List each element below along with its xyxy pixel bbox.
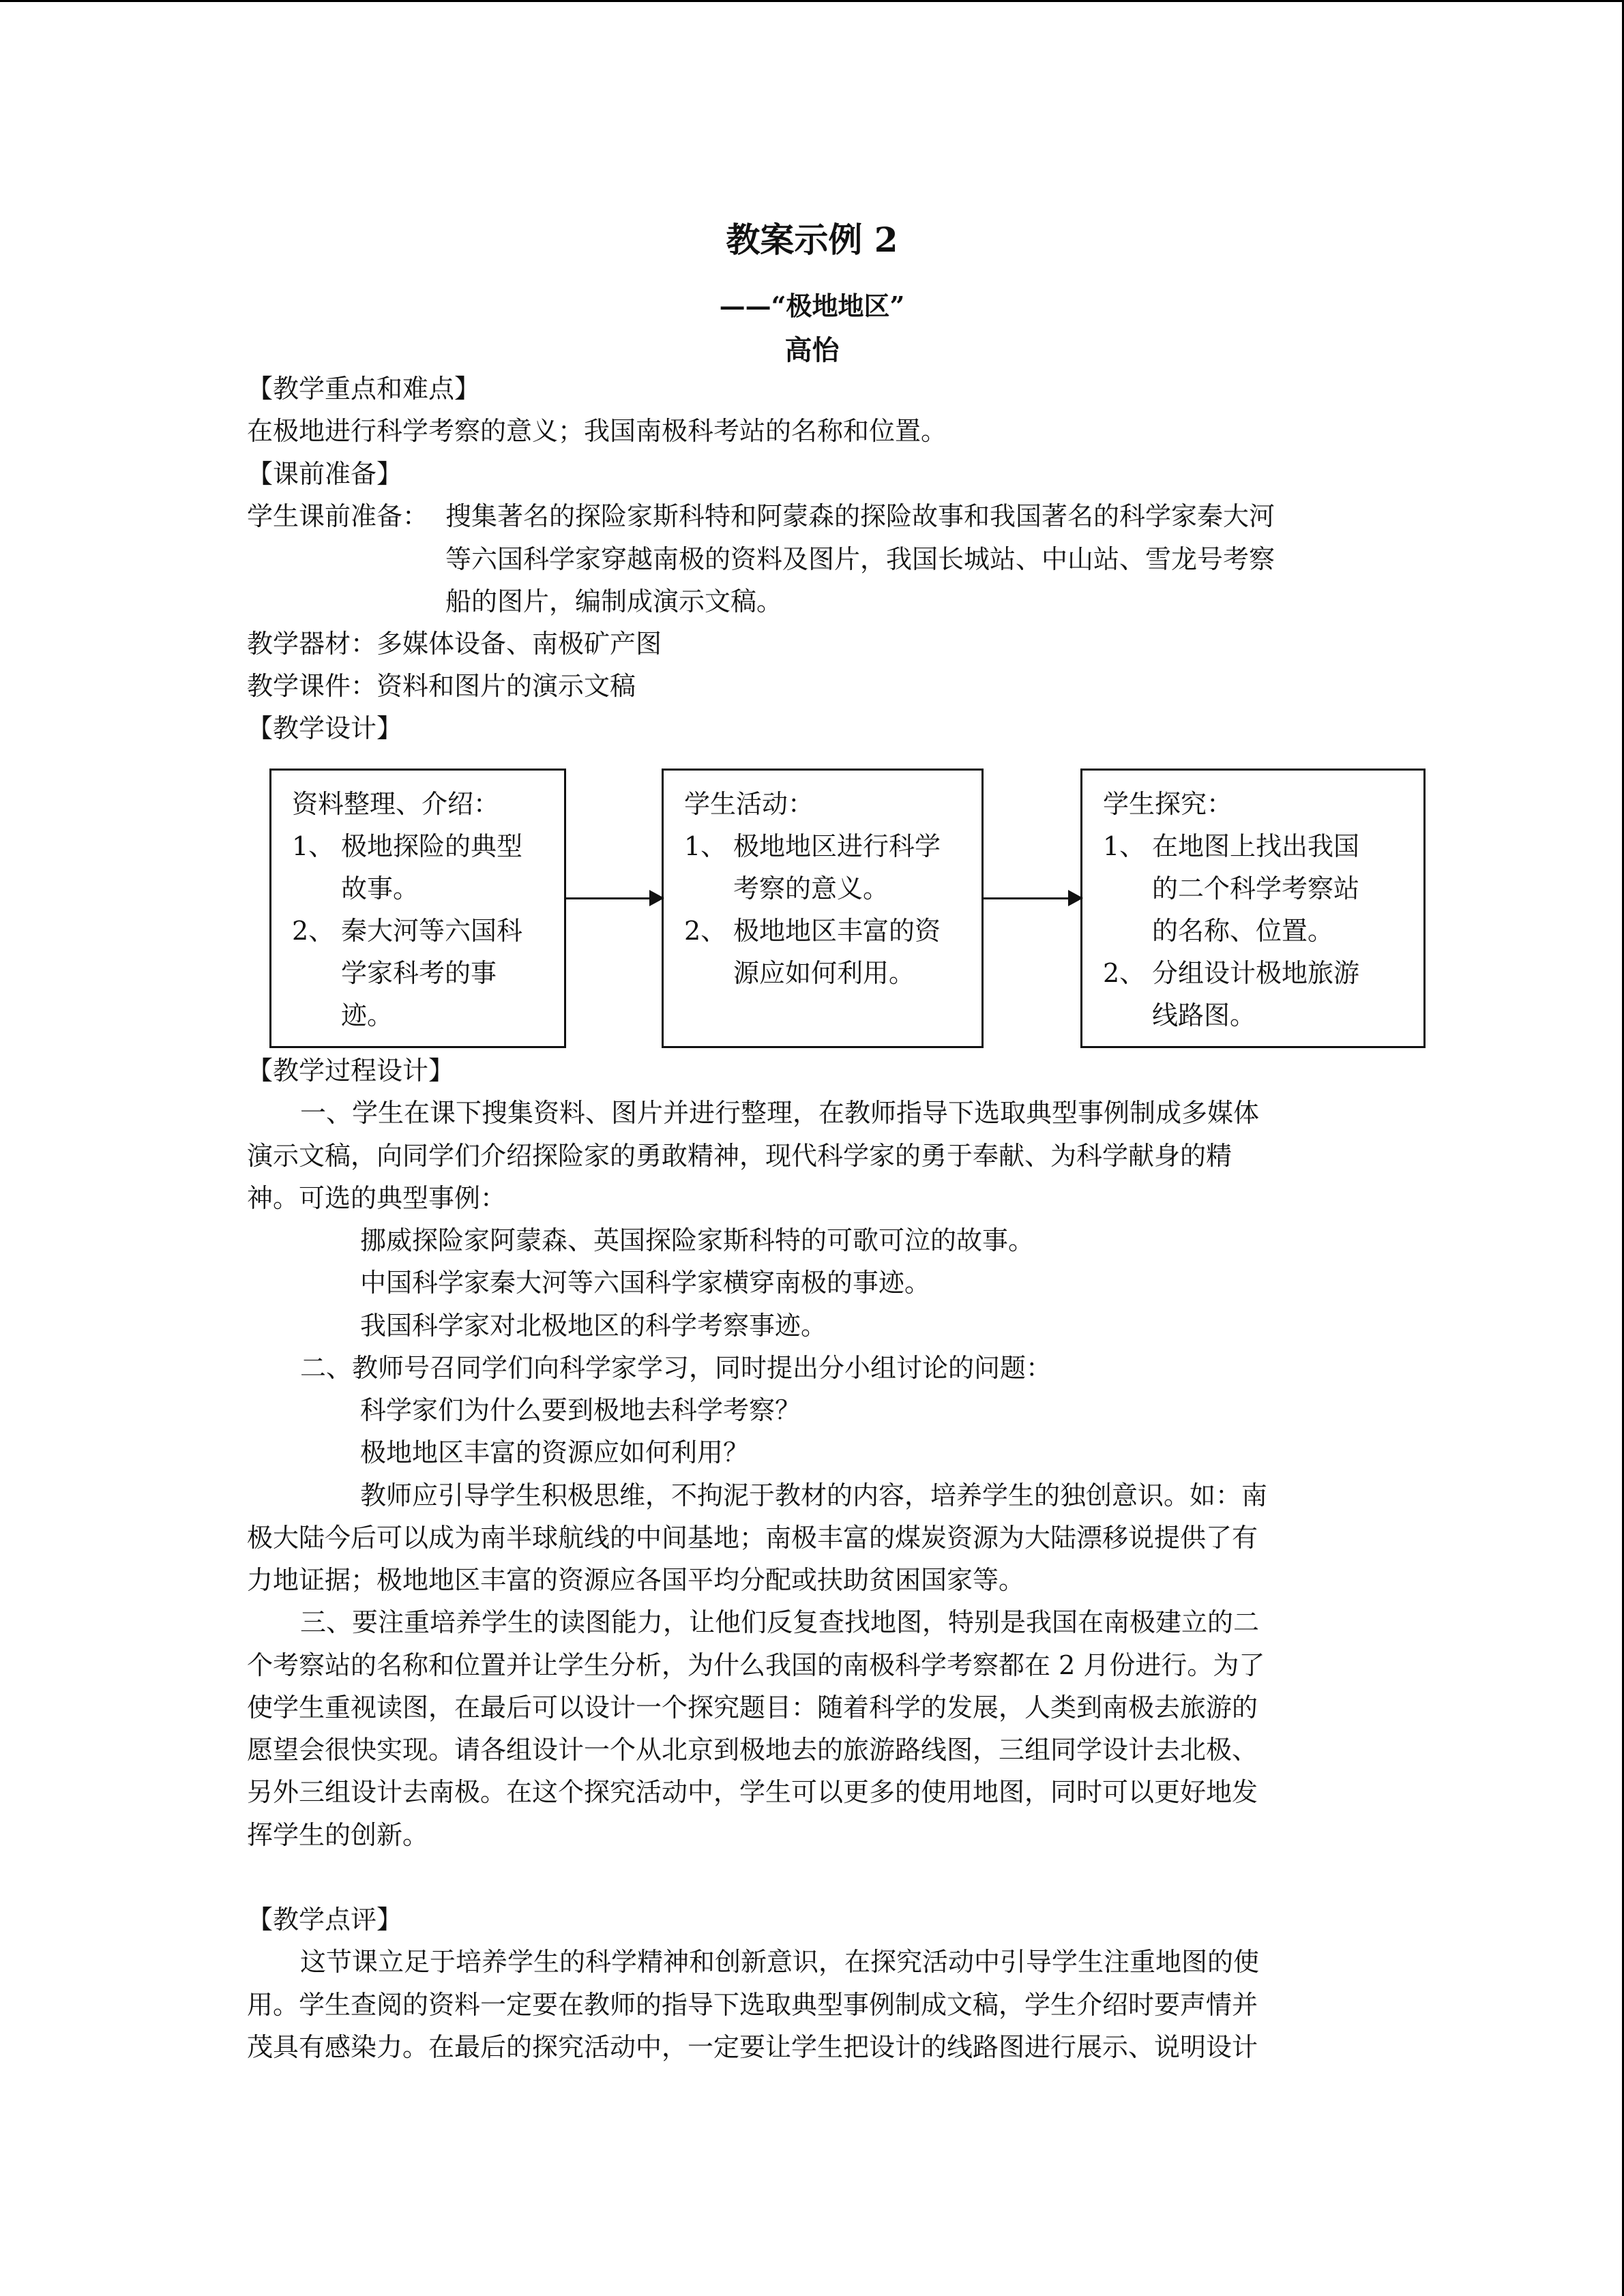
flow-box-title: 资料整理、介绍： [292,789,500,819]
flow-item-number: 2、 [292,916,335,946]
process-paragraph-1: 演示文稿，向同学们介绍探险家的勇敢精神，现代科学家的勇于奉献、为科学献身的精 [247,1141,1232,1171]
process-paragraph-2: 二、教师号召同学们向科学家学习，同时提出分小组讨论的问题： [300,1353,1052,1383]
process-heading: 【教学过程设计】 [247,1056,455,1086]
courseware-line: 教学课件：资料和图片的演示文稿 [247,671,636,701]
equipment-line: 教学器材：多媒体设备、南极矿产图 [247,629,662,659]
prep-heading: 【课前准备】 [247,459,403,489]
review-heading: 【教学点评】 [247,1905,403,1935]
process-paragraph-3: 另外三组设计去南极。在这个探究活动中，学生可以更多的使用地图，同时可以更好地发 [247,1777,1258,1807]
flow-item-number: 2、 [684,916,727,946]
flow-item-text: 秦大河等六国科 [341,916,523,946]
process-note: 力地证据；极地地区丰富的资源应各国平均分配或扶助贫困国家等。 [247,1565,1025,1595]
flow-item-text: 线路图。 [1152,1000,1256,1030]
flow-box-title: 学生活动： [684,789,814,819]
example-item: 中国科学家秦大河等六国科学家横穿南极的事迹。 [360,1268,931,1298]
flow-item-number: 1、 [292,831,335,861]
flow-item-number: 1、 [1103,831,1146,861]
question-item: 科学家们为什么要到极地去科学考察？ [360,1395,801,1425]
process-note: 极大陆今后可以成为南半球航线的中间基地；南极丰富的煤炭资源为大陆漂移说提供了有 [247,1523,1258,1553]
process-paragraph-3: 三、要注重培养学生的读图能力，让他们反复查找地图，特别是我国在南极建立的二 [300,1607,1260,1637]
flow-item-text: 极地探险的典型 [341,831,523,861]
flow-item-text: 极地地区进行科学 [733,831,941,861]
example-item: 我国科学家对北极地区的科学考察事迹。 [360,1311,827,1341]
flow-item-text: 极地地区丰富的资 [733,916,941,946]
flow-item-text: 考察的意义。 [733,874,889,904]
flow-item-text: 的名称、位置。 [1152,916,1334,946]
process-paragraph-3: 挥学生的创新。 [247,1820,429,1850]
flow-item-text: 在地图上找出我国 [1152,831,1360,861]
example-item: 挪威探险家阿蒙森、英国探险家斯科特的可歌可泣的故事。 [360,1225,1035,1255]
review-paragraph: 用。学生查阅的资料一定要在教师的指导下选取典型事例制成文稿，学生介绍时要声情并 [247,1990,1258,2020]
flow-box-activity [662,769,984,1048]
process-paragraph-1: 一、学生在课下搜集资料、图片并进行整理，在教师指导下选取典型事例制成多媒体 [300,1098,1260,1128]
flow-item-text: 迹。 [341,1000,394,1030]
process-note: 教师应引导学生积极思维，不拘泥于教材的内容，培养学生的独创意识。如：南 [360,1480,1268,1510]
flow-item-text: 学家科考的事 [341,958,497,988]
flow-box-title: 学生探究： [1103,789,1233,819]
process-paragraph-3: 使学生重视读图，在最后可以设计一个探究题目：随着科学的发展，人类到南极去旅游的 [247,1693,1258,1723]
process-paragraph-3: 个考察站的名称和位置并让学生分析，为什么我国的南极科学考察都在 2 月份进行。为了 [247,1650,1265,1680]
review-paragraph: 这节课立足于培养学生的科学精神和创新意识，在探究活动中引导学生注重地图的使 [300,1947,1260,1977]
review-paragraph: 茂具有感染力。在最后的探究活动中，一定要让学生把设计的线路图进行展示、说明设计 [247,2032,1258,2062]
focus-heading: 【教学重点和难点】 [247,374,481,404]
flow-item-text: 分组设计极地旅游 [1152,958,1360,988]
prep-student-line: 船的图片，编制成演示文稿。 [445,586,783,616]
prep-student-line: 搜集著名的探险家斯科特和阿蒙森的探险故事和我国著名的科学家秦大河 [445,501,1275,531]
flow-item-number: 1、 [684,831,727,861]
question-item: 极地地区丰富的资源应如何利用？ [360,1437,750,1467]
flow-item-text: 故事。 [341,874,419,904]
flow-item-number: 2、 [1103,958,1146,988]
prep-student-label: 学生课前准备： [247,501,429,531]
flow-box-materials [269,769,566,1048]
flow-item-text: 的二个科学考察站 [1152,874,1360,904]
design-heading: 【教学设计】 [247,713,403,743]
process-paragraph-1: 神。可选的典型事例： [247,1183,507,1213]
page-border-top [0,0,1624,2]
flow-item-text: 源应如何利用。 [733,958,915,988]
focus-text: 在极地进行科学考察的意义；我国南极科考站的名称和位置。 [247,416,947,446]
document-subtitle: ——“极地地区” [719,290,905,321]
document-author: 高怡 [784,334,840,366]
document-title: 教案示例 2 [726,220,898,260]
flow-arrow [984,897,1080,899]
flow-box-inquiry [1080,769,1426,1048]
flow-arrow [566,897,662,899]
prep-student-line: 等六国科学家穿越南极的资料及图片，我国长城站、中山站、雪龙号考察 [445,544,1275,574]
process-paragraph-3: 愿望会很快实现。请各组设计一个从北京到极地去的旅游路线图，三组同学设计去北极、 [247,1735,1258,1765]
